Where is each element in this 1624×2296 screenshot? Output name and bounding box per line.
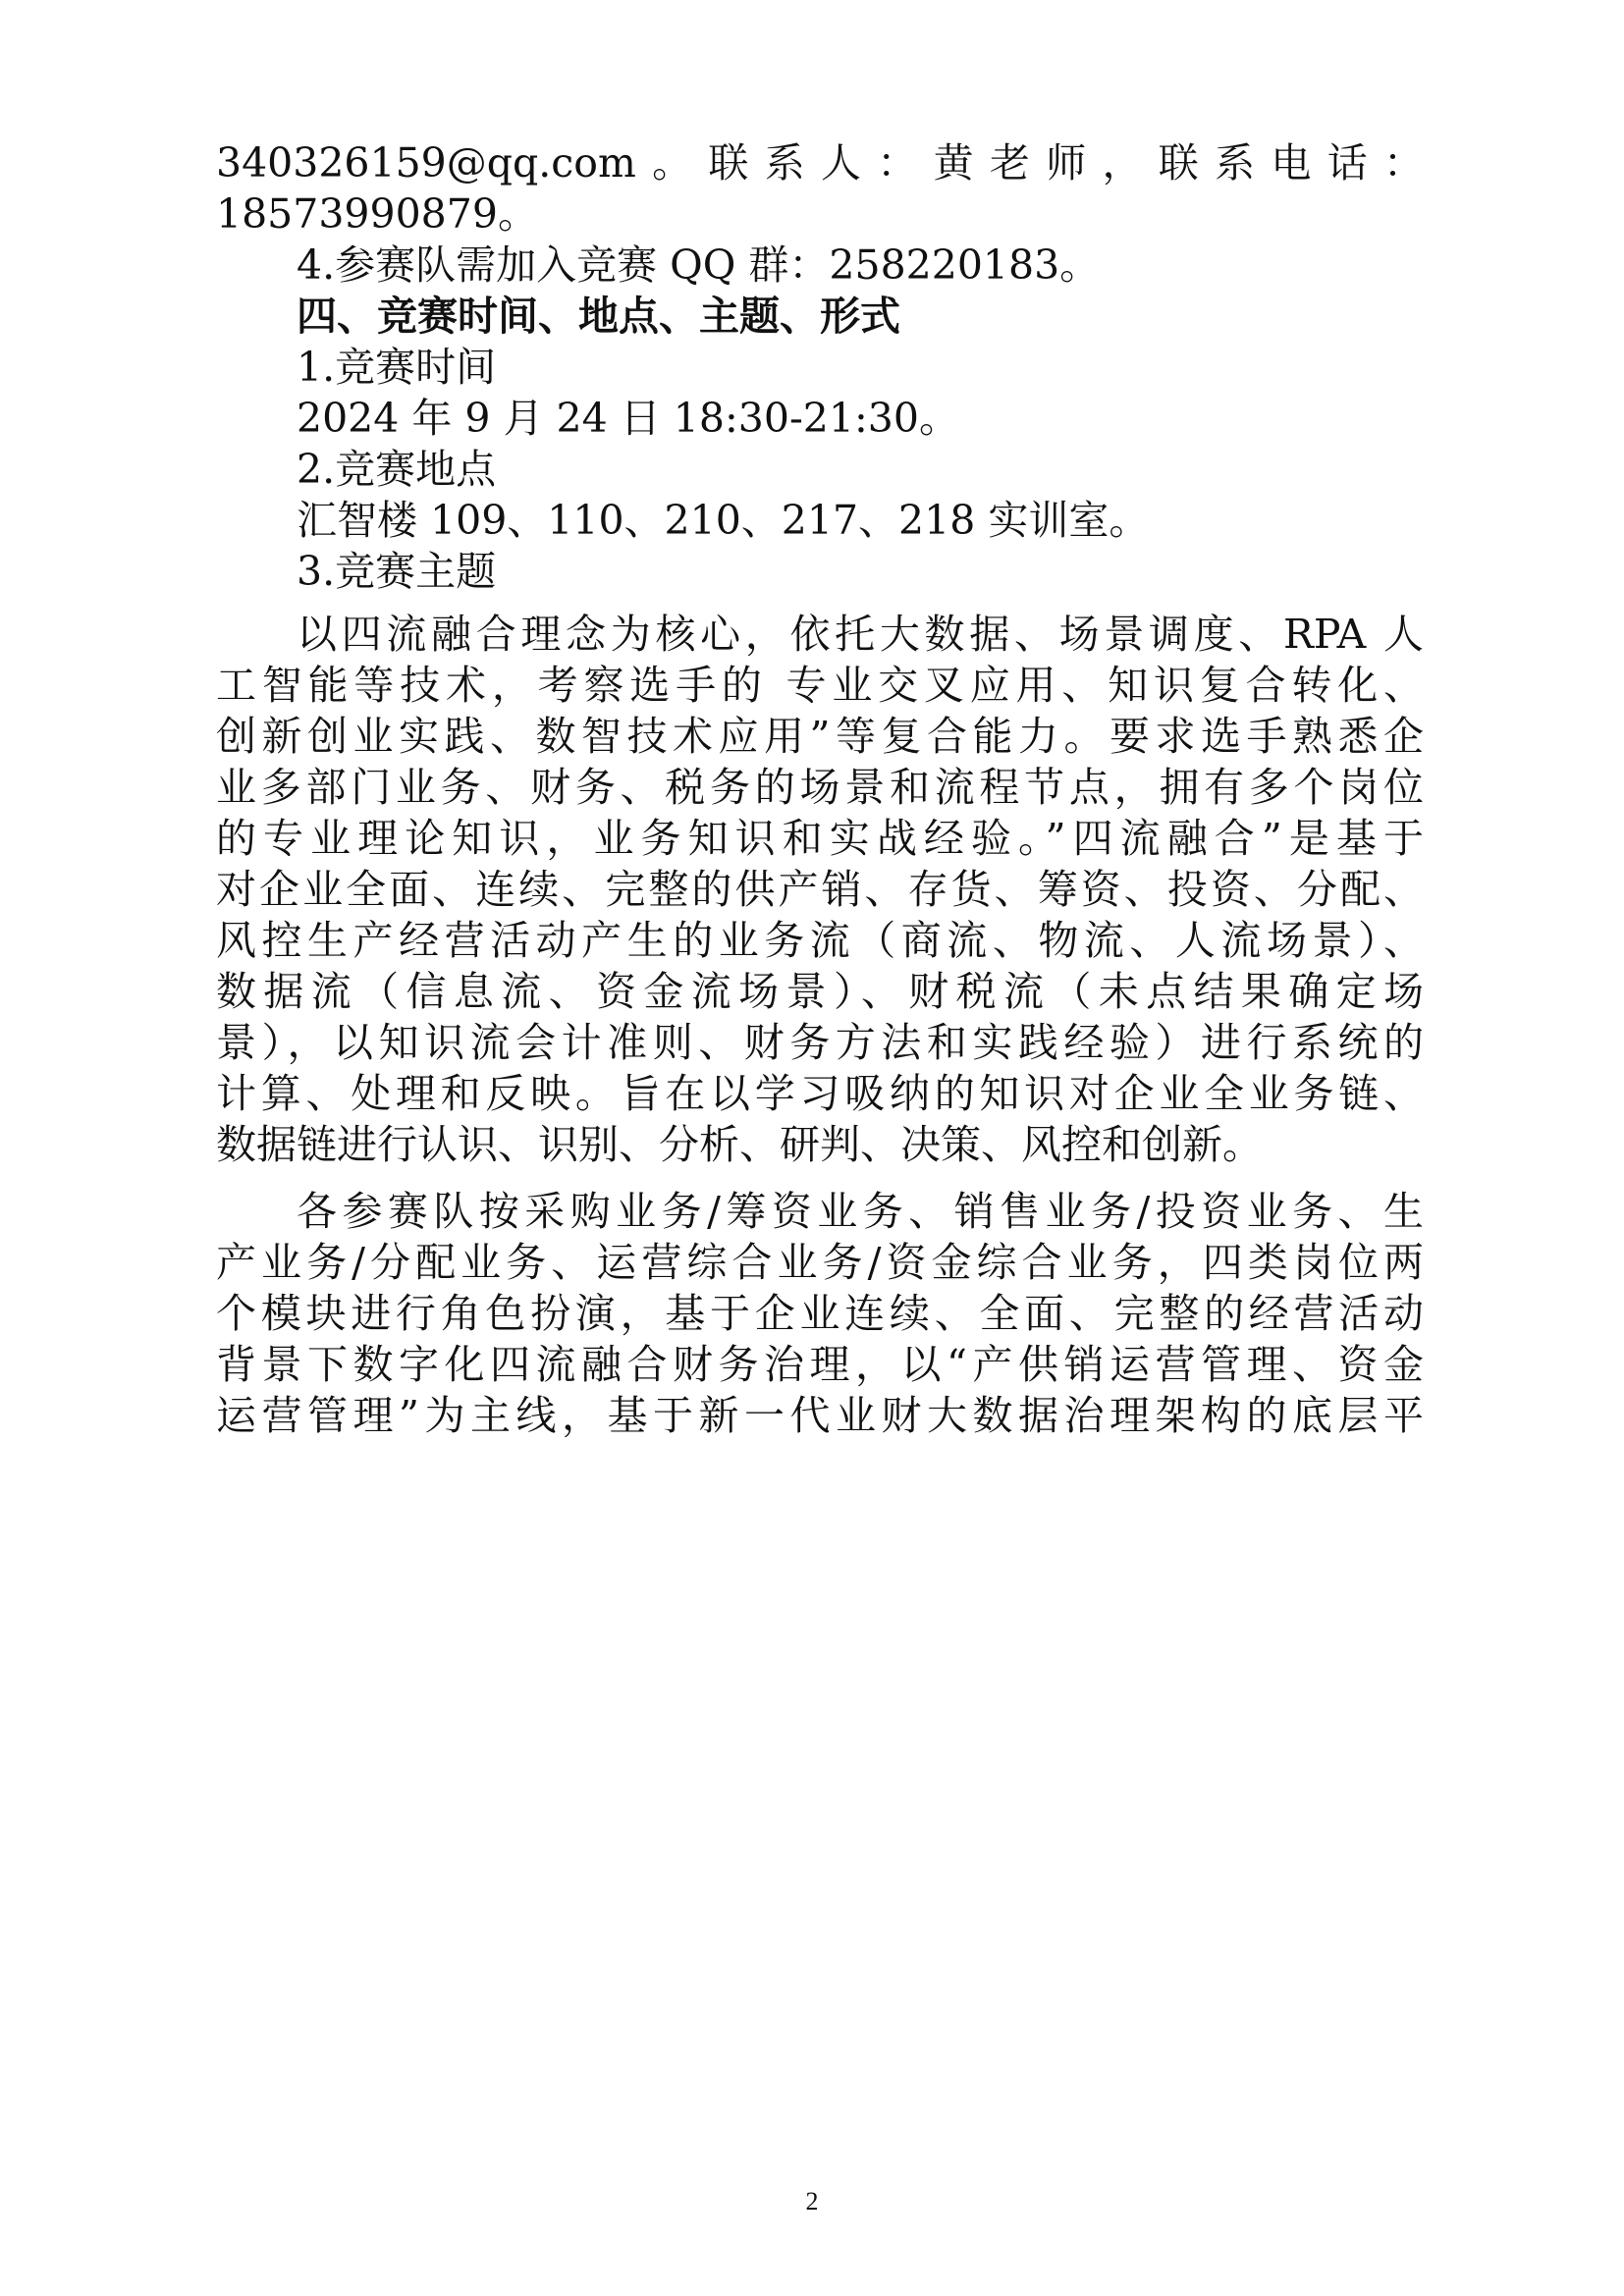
subheading: 1.竞赛时间 [297, 344, 497, 391]
paragraph-line: 对企业全面、连续、完整的供产销、存货、筹资、投资、分配、 [216, 866, 1424, 913]
paragraph-line: 数据链进行认识、识别、分析、研判、决策、风控和创新。 [216, 1121, 1263, 1168]
paragraph-line: 各参赛队按采购业务/筹资业务、销售业务/投资业务、生 [297, 1188, 1424, 1235]
paragraph-line: 运营管理”为主线，基于新一代业财大数据治理架构的底层平 [216, 1392, 1424, 1439]
paragraph-line: 汇智楼 109、110、210、217、218 实训室。 [297, 497, 1150, 544]
paragraph-line: 以四流融合理念为核心，依托大数据、场景调度、RPA 人 [297, 611, 1424, 658]
paragraph-line: 业多部门业务、财务、税务的场景和流程节点，拥有多个岗位 [216, 764, 1424, 811]
subheading: 3.竞赛主题 [297, 548, 497, 595]
paragraph-line: 工智能等技术，考察选手的 专业交叉应用、知识复合转化、 [216, 662, 1424, 709]
subheading: 2.竞赛地点 [297, 446, 497, 493]
paragraph-line: 产业务/分配业务、运营综合业务/资金综合业务，四类岗位两 [216, 1239, 1424, 1286]
paragraph-line: 4.参赛队需加入竞赛 QQ 群：258220183。 [297, 241, 1101, 289]
paragraph-line: 2024 年 9 月 24 日 18:30-21:30。 [297, 395, 959, 442]
paragraph-line: 个模块进行角色扮演，基于企业连续、全面、完整的经营活动 [216, 1290, 1424, 1337]
paragraph-line: 景），以知识流会计准则、财务方法和实践经验）进行系统的 [216, 1019, 1424, 1066]
paragraph-line: 背景下数字化四流融合财务治理，以“产供销运营管理、资金 [216, 1341, 1424, 1388]
paragraph-line: 340326159@qq.com。联系人：黄老师，联系电话： [216, 139, 1424, 187]
paragraph-line: 创新创业实践、数智技术应用”等复合能力。要求选手熟悉企 [216, 713, 1424, 760]
paragraph-line: 18573990879。 [216, 190, 538, 238]
paragraph-line: 数据流（信息流、资金流场景）、财税流（未点结果确定场 [216, 968, 1424, 1015]
paragraph-line: 计算、处理和反映。旨在以学习吸纳的知识对企业全业务链、 [216, 1070, 1424, 1117]
page-number: 2 [805, 2187, 819, 2216]
paragraph-line: 的专业理论知识，业务知识和实战经验。”四流融合”是基于 [216, 815, 1424, 862]
paragraph-line: 风控生产经营活动产生的业务流（商流、物流、人流场景）、 [216, 917, 1424, 964]
section-heading: 四、竞赛时间、地点、主题、形式 [297, 293, 900, 340]
